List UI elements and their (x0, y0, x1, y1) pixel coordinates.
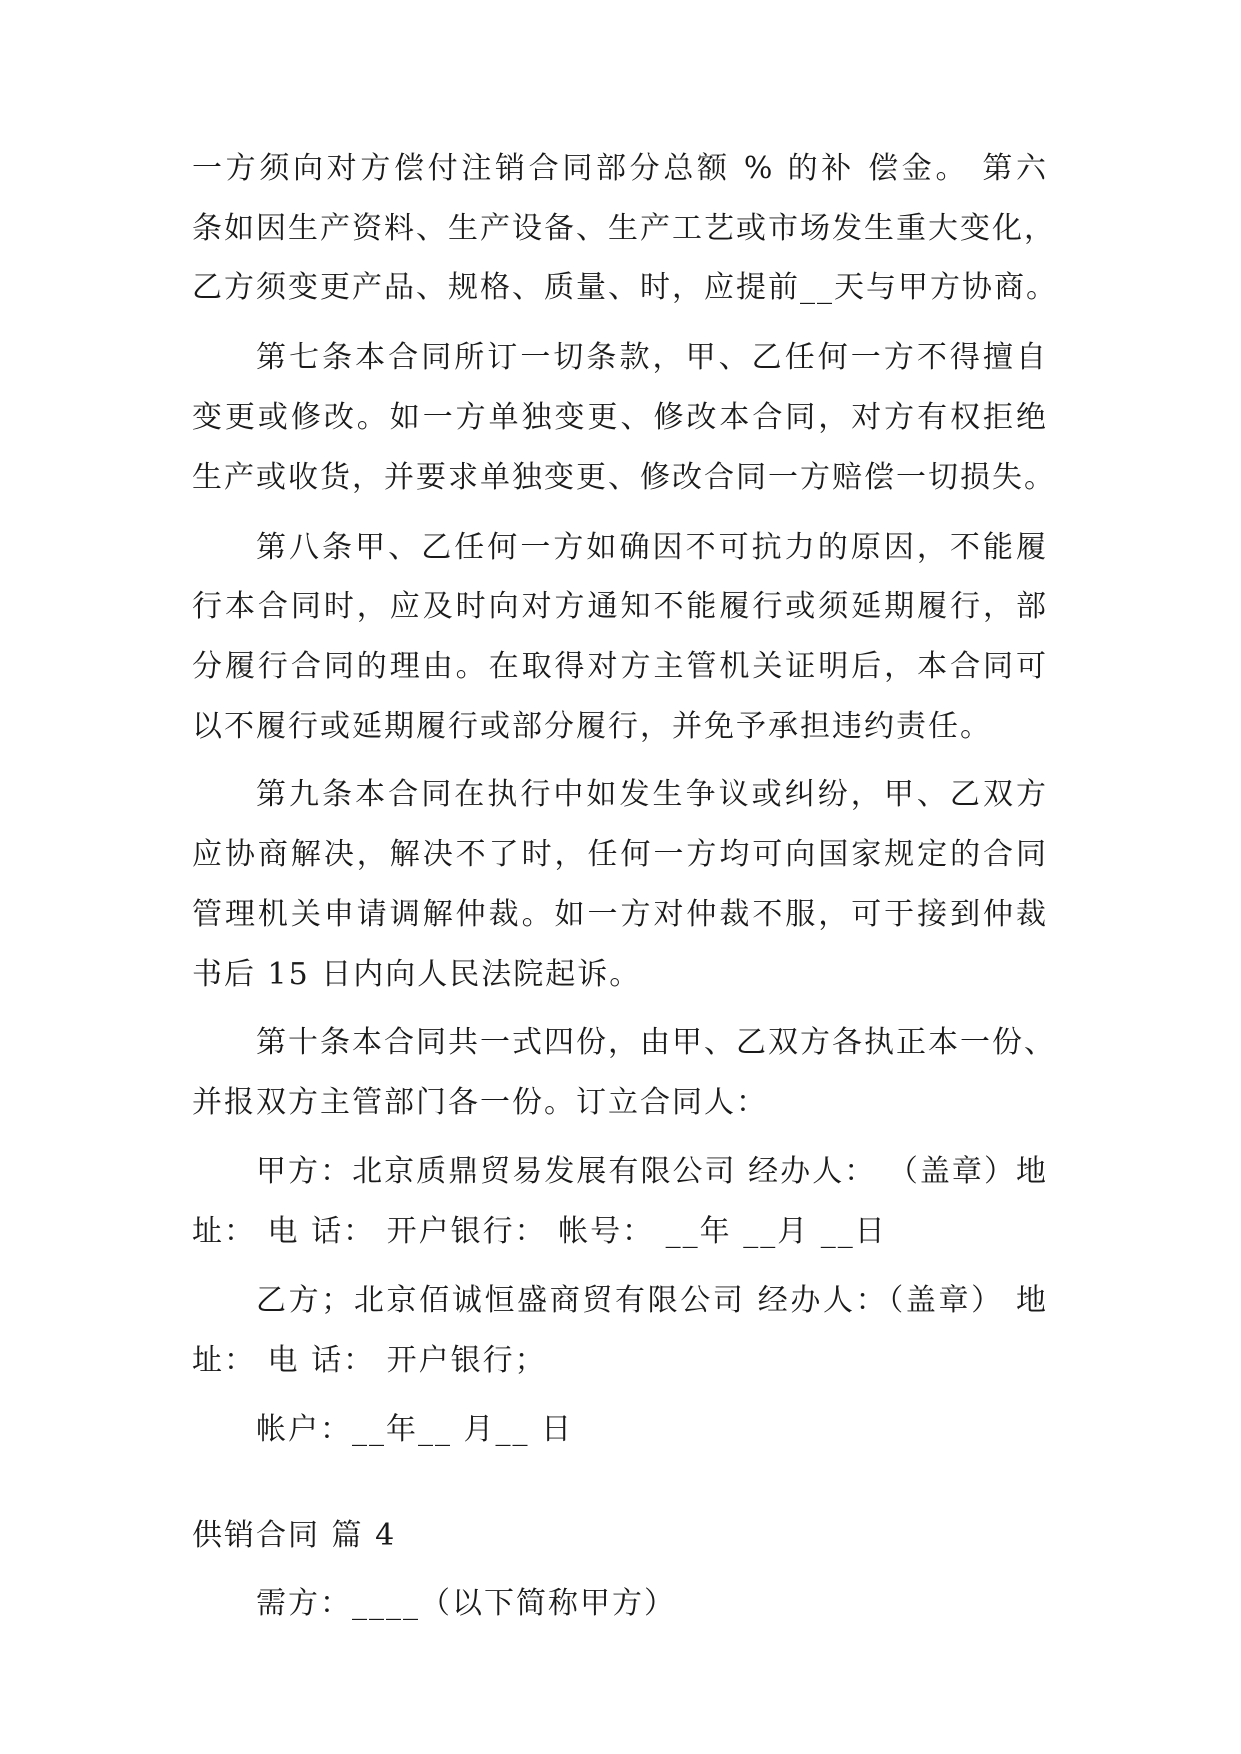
paragraph-start-line: 第十条本合同共一式四份，由甲、乙双方各执正本一份、 (256, 1025, 1056, 1060)
text-line: 行本合同时，应及时向对方通知不能履行或须延期履行，部 (192, 589, 1048, 624)
section-heading: 供销合同 篇 4 (192, 1518, 397, 1553)
text-line: 一方须向对方偿付注销合同部分总额 % 的补 偿金。 第六 (192, 151, 1048, 186)
text-line: 条如因生产资料、生产设备、生产工艺或市场发生重大变化， (192, 211, 1056, 246)
party-b-line: 乙方；北京佰诚恒盛商贸有限公司 经办人：（盖章） 地 (256, 1283, 1048, 1318)
text-line: 管理机关申请调解仲裁。如一方对仲裁不服，可于接到仲裁 (192, 897, 1048, 932)
text-line: 变更或修改。如一方单独变更、修改本合同，对方有权拒绝 (192, 400, 1048, 435)
text-line: 分履行合同的理由。在取得对方主管机关证明后，本合同可 (192, 649, 1048, 684)
text-line: 并报双方主管部门各一份。订立合同人： (192, 1085, 768, 1120)
party-a-details: 址： 电 话： 开户银行： 帐号： __年 __月 __日 (192, 1214, 887, 1249)
party-a-line: 甲方：北京质鼎贸易发展有限公司 经办人： （盖章）地 (256, 1154, 1048, 1189)
text-line: 应协商解决，解决不了时，任何一方均可向国家规定的合同 (192, 837, 1048, 872)
text-line: 乙方须变更产品、规格、质量、时，应提前__天与甲方协商。 (192, 270, 1058, 305)
party-b-details: 址： 电 话： 开户银行； (192, 1343, 547, 1378)
buyer-line: 需方：____（以下简称甲方） (256, 1586, 676, 1621)
text-line: 书后 15 日内向人民法院起诉。 (192, 957, 642, 992)
text-line: 以不履行或延期履行或部分履行，并免予承担违约责任。 (192, 709, 992, 744)
paragraph-start-line: 第九条本合同在执行中如发生争议或纠纷，甲、乙双方 (256, 777, 1048, 812)
paragraph-start-line: 第八条甲、乙任何一方如确因不可抗力的原因，不能履 (256, 530, 1048, 565)
text-line: 生产或收货，并要求单独变更、修改合同一方赔偿一切损失。 (192, 460, 1056, 495)
account-date-line: 帐户：__年__ 月__ 日 (256, 1412, 574, 1447)
paragraph-start-line: 第七条本合同所订一切条款，甲、乙任何一方不得擅自 (256, 340, 1048, 375)
